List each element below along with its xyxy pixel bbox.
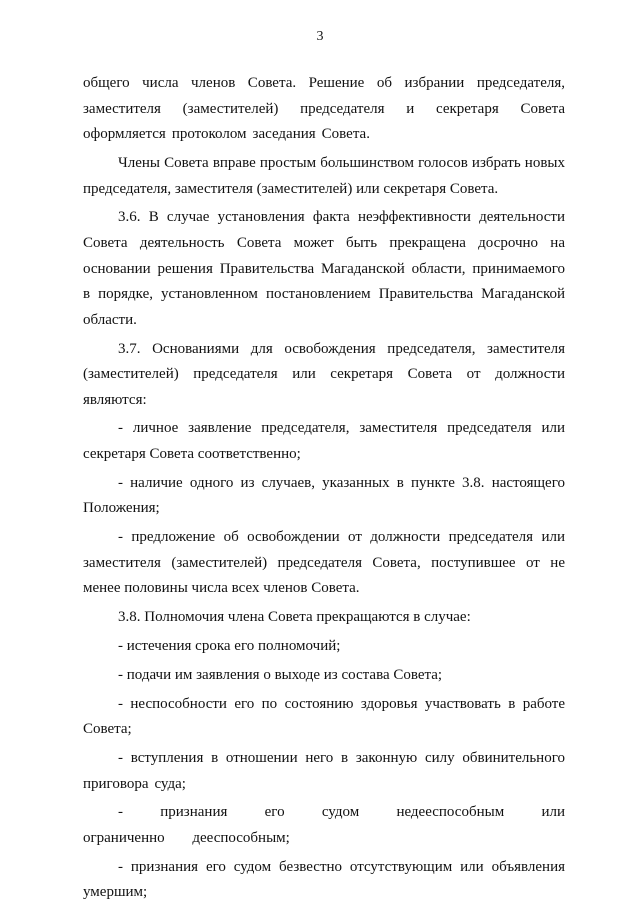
paragraph-council-election-protocol: общего числа членов Совета. Решение об избрании председателя, заместителя (заместителей) председателя и секретаря Совета оформляется протоколом заседания Совета. [83, 75, 565, 143]
paragraph-new-officers-election: Члены Совета вправе простым большинством голосов избрать новых председателя, заместителя (заместителей) или секретаря Совета. [83, 154, 565, 197]
list-item-personal-statement: - личное заявление председателя, заместителя председателя или секретаря Совета соответственно; [83, 420, 565, 463]
paragraph-3-7-release-grounds: 3.7. Основаниями для освобождения председателя, заместителя (заместителей) председателя или секретаря Совета от должности являются: [83, 340, 565, 408]
document-body [83, 71, 565, 909]
list-item-legal-incapacity: - признания его судом недееспособным или ограниченно дееспособным; [83, 804, 565, 846]
list-item-members-proposal: - предложение об освобождении от должности председателя или заместителя (заместителей) председателя Совета, поступившее от не менее половины числа всех членов Совета. [83, 529, 565, 597]
paragraph-3-8-termination-cases: 3.8. Полномочия члена Совета прекращаются в случае: [118, 609, 471, 626]
list-item-court-conviction: - вступления в отношении него в законную силу обвинительного приговора суда; [83, 749, 565, 792]
page-number: 3 [316, 29, 324, 44]
paragraph-3-6-early-termination: 3.6. В случае установления факта неэффективности деятельности Совета деятельность Совета может быть прекращена досрочно на основании решения Правительства Магаданской области, принимаемого в порядке, установленном постановлением Правительства Магаданской области. [83, 209, 565, 328]
list-item-withdrawal-request: - подачи им заявления о выходе из состава Совета; [118, 666, 443, 683]
list-item-health-incapacity: - неспособности его по состоянию здоровья участвовать в работе Совета; [83, 695, 565, 738]
list-item-case-from-3-8: - наличие одного из случаев, указанных в пункте 3.8. настоящего Положения; [83, 474, 565, 517]
list-item-missing-or-deceased: - признания его судом безвестно отсутствующим или объявления умершим; [83, 858, 565, 901]
list-item-term-expiry: - истечения срока его полномочий; [118, 637, 341, 654]
